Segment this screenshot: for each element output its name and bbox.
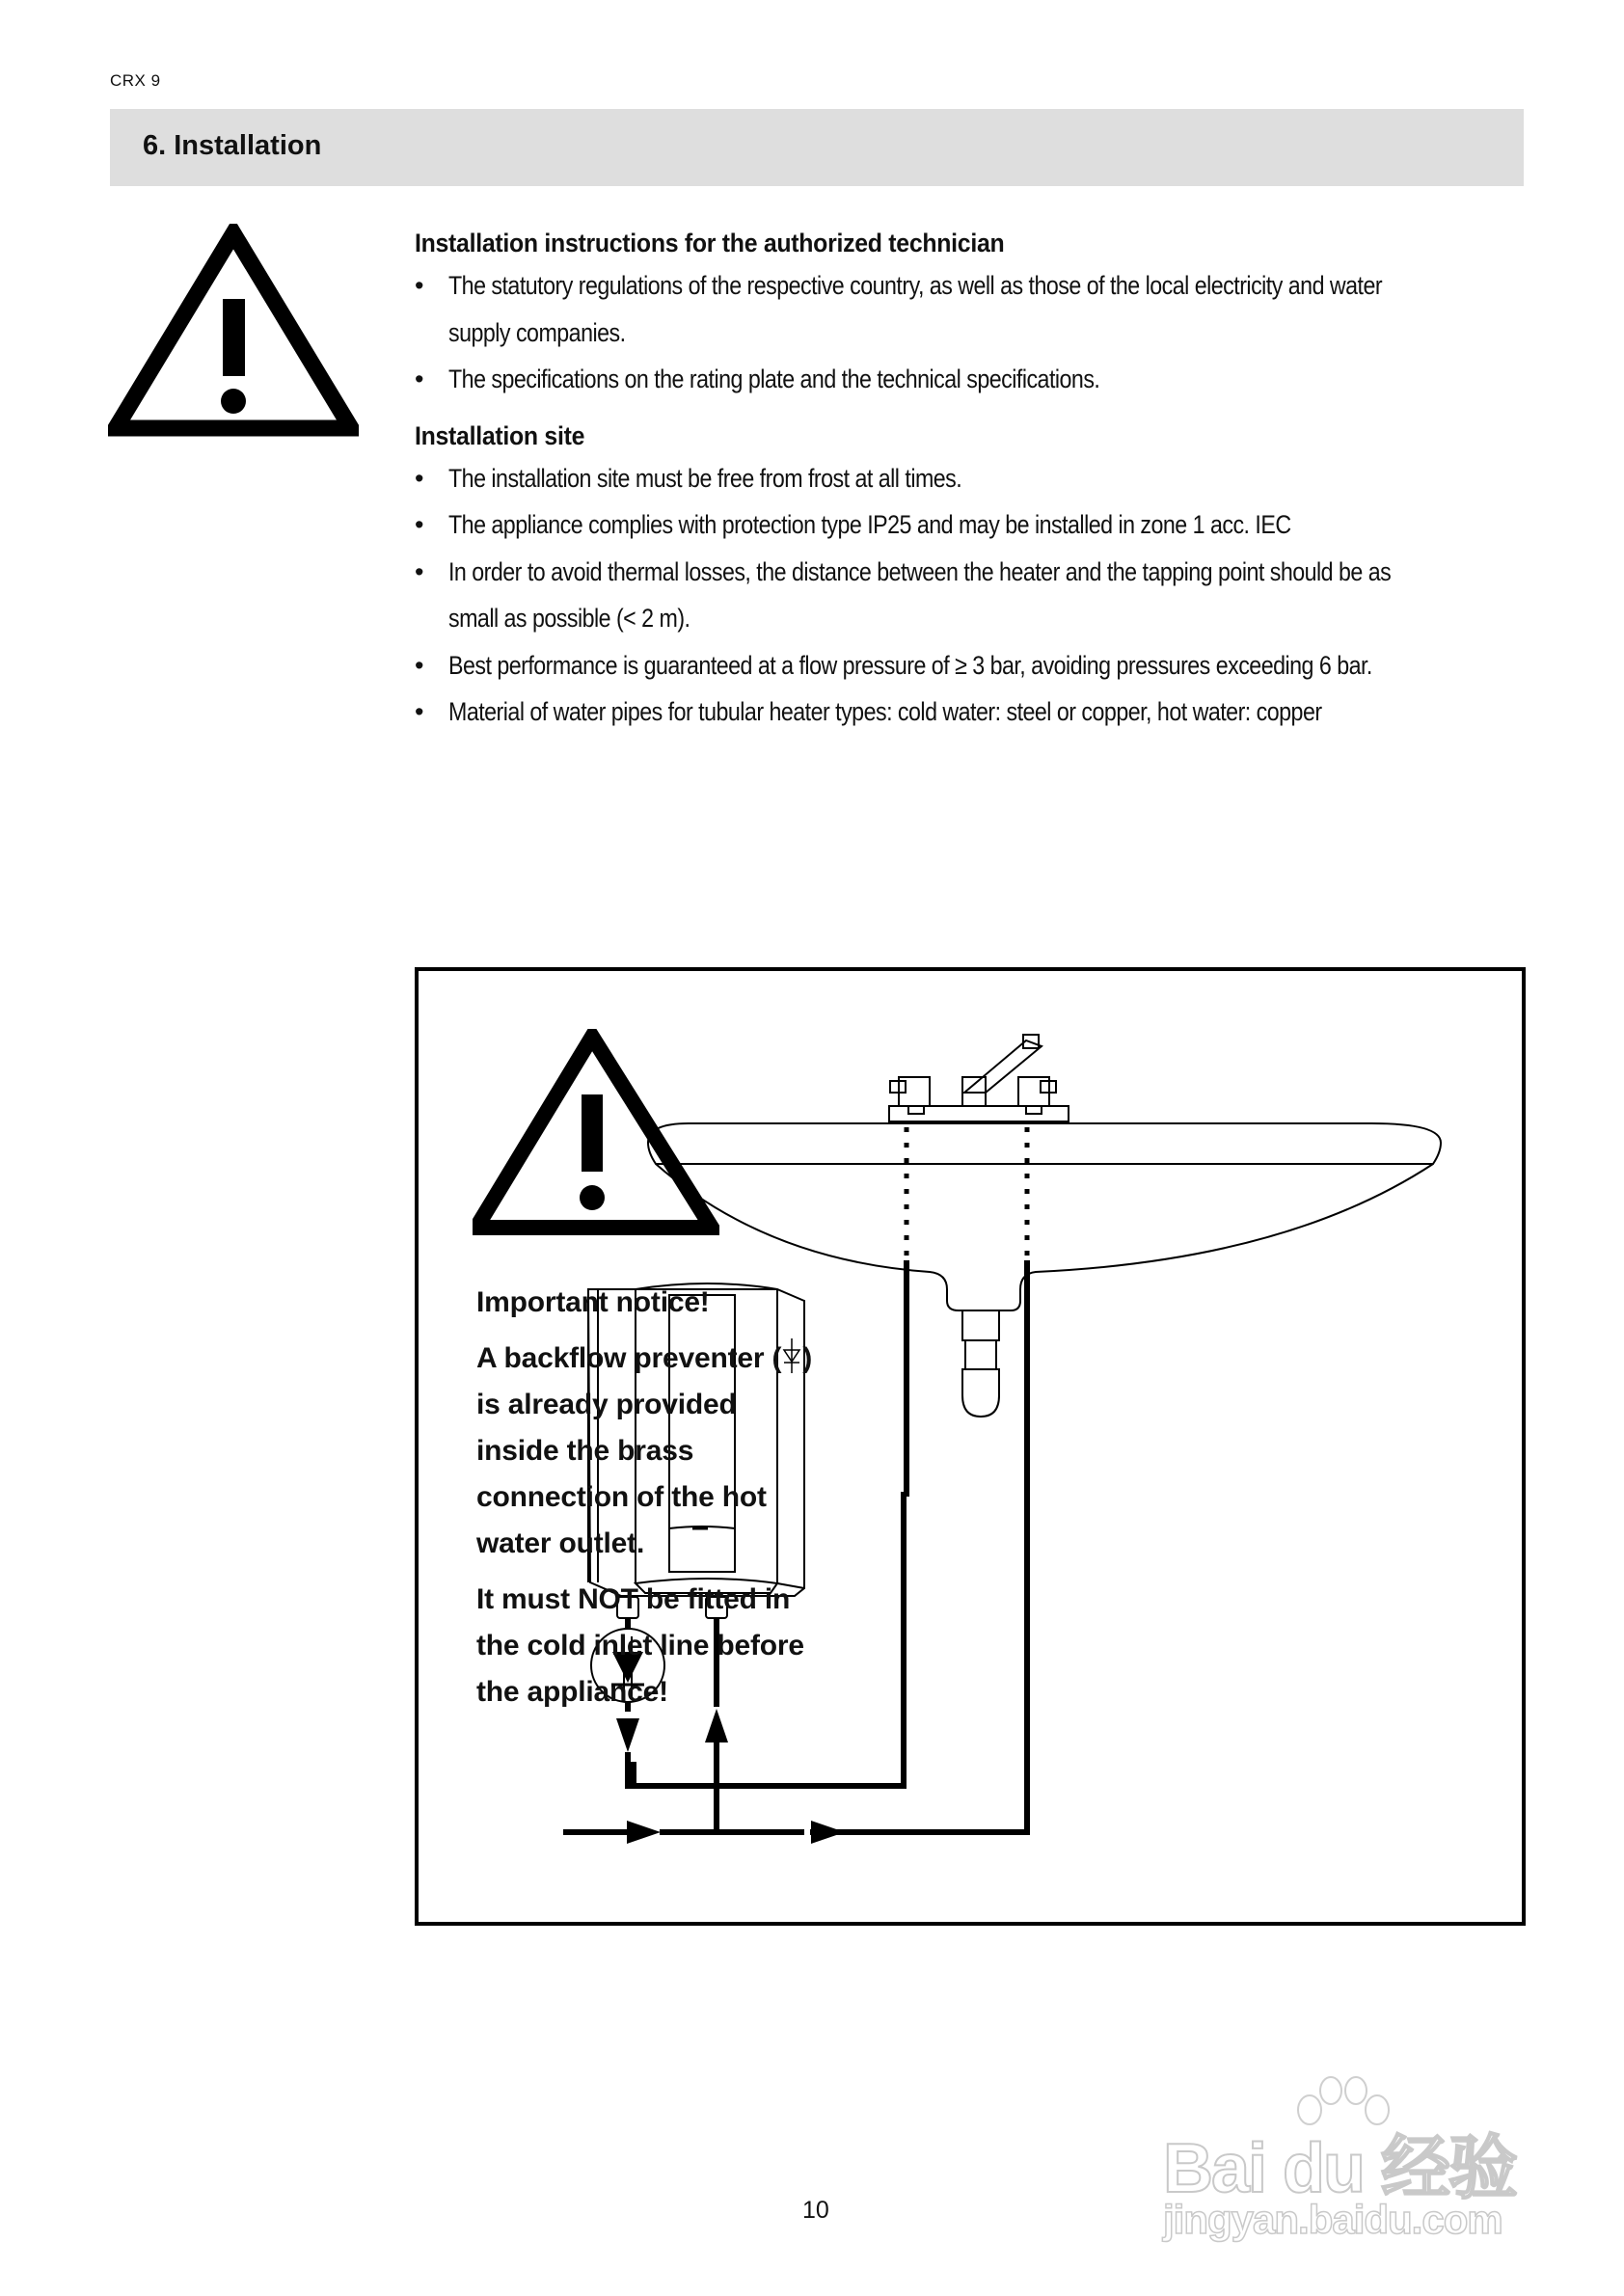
list-item: • Best performance is guaranteed at a flow pressure of ≥ 3 bar, avoiding pressures exceeding 6 bar. xyxy=(415,642,1533,689)
installation-diagram-box xyxy=(415,967,1526,1926)
list-item: • Material of water pipes for tubular heater types: cold water: steel or copper, hot water: copper xyxy=(415,689,1533,736)
section-header xyxy=(110,109,1524,186)
warning-triangle-icon xyxy=(108,224,359,442)
bullet-icon: • xyxy=(415,463,423,493)
page-number: 10 xyxy=(802,2197,829,2224)
installation-site-heading: Installation site xyxy=(415,420,585,450)
bullet-icon: • xyxy=(415,271,423,300)
main-content xyxy=(415,224,1533,749)
bullet-icon: • xyxy=(415,510,423,539)
notice-backflow-text: A backflow preventer ( ) is already provided inside the brass connection of the hot water outlet. xyxy=(476,1336,824,1567)
list-item: • The specifications on the rating plate and the technical specifications. xyxy=(415,356,1533,403)
bullet-icon: • xyxy=(415,697,423,726)
notice-warning-text: It must NOT be fitted in the cold inlet line before the appliance! xyxy=(476,1583,804,1708)
hidden-pipe-lines xyxy=(907,1127,1027,1260)
watermark-url: jingyan.baidu.com xyxy=(1163,2197,1502,2242)
installation-site-list xyxy=(415,455,1533,736)
backflow-preventer-symbol-icon xyxy=(781,1338,802,1375)
warning-triangle-icon xyxy=(473,1029,719,1239)
section-title: 6. Installation xyxy=(143,130,322,161)
list-item: • The installation site must be free from frost at all times. xyxy=(415,455,1533,502)
bullet-icon: • xyxy=(415,365,423,393)
flow-arrow-icons xyxy=(616,1709,845,1844)
instructions-heading: Installation instructions for the authorized technician xyxy=(415,229,1005,257)
watermark-brand: Bai du 经验 xyxy=(1163,2130,1517,2207)
notice-title: Important notice! xyxy=(476,1286,710,1318)
watermark xyxy=(1153,2093,1558,2256)
list-item: • The appliance complies with protection type IP25 and may be installed in zone 1 acc. IEC xyxy=(415,501,1533,549)
instructions-list xyxy=(415,262,1533,403)
list-item: • In order to avoid thermal losses, the distance between the heater and the tapping point should be as small as possible (< 2 m). xyxy=(415,549,1533,642)
bullet-icon: • xyxy=(415,556,423,586)
model-label: CRX 9 xyxy=(110,71,161,90)
important-notice xyxy=(476,1280,824,1725)
list-item: • The statutory regulations of the respective country, as well as those of the local electricity and water supply companies. xyxy=(415,262,1533,356)
bullet-icon: • xyxy=(415,650,423,680)
